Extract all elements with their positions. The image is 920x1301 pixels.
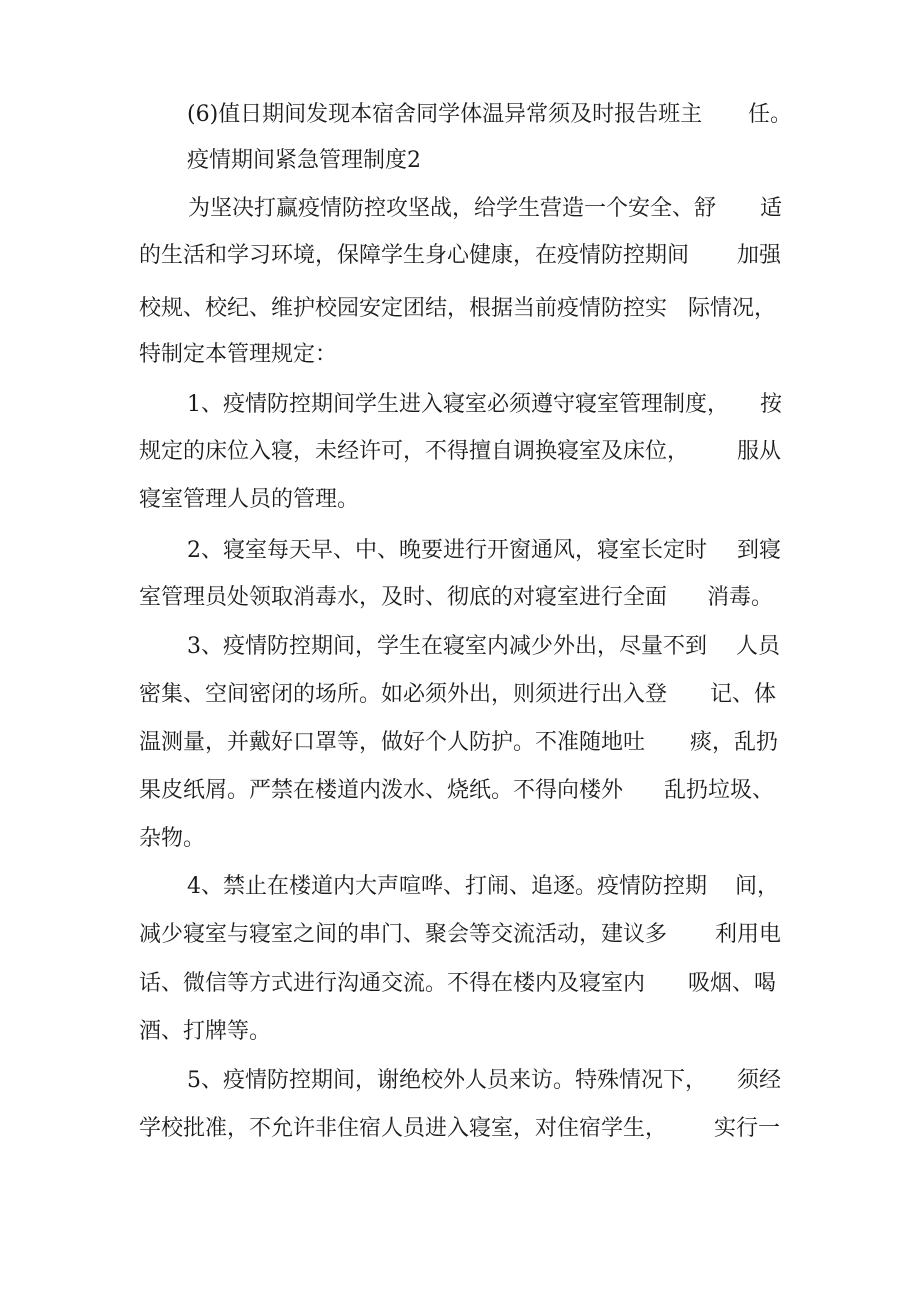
text-segment: 话、微信等方式进行沟通交流。不得在楼内及寝室内 xyxy=(139,971,646,996)
text-segment: 寝室管理人员的管理。 xyxy=(139,487,360,512)
text-segment: (6)值日期间发现本宿舍同学体温异常须及时报告班主 xyxy=(187,102,703,127)
text-segment: 须经 xyxy=(737,1068,782,1093)
paragraph-line xyxy=(0,480,920,520)
text-segment: 适 xyxy=(760,196,783,221)
text-segment: 4、禁止在楼道内大声喧哗、打闹、追逐。疫情防控期 xyxy=(187,874,707,899)
paragraph-line xyxy=(0,531,920,571)
paragraph-line xyxy=(0,723,920,763)
text-segment: 疫情期间紧急管理制度2 xyxy=(187,148,421,173)
paragraph-line xyxy=(0,1012,920,1052)
text-segment: 酒、打牌等。 xyxy=(139,1019,272,1044)
paragraph-line xyxy=(0,95,920,135)
text-segment: 实行一 xyxy=(714,1116,781,1141)
text-segment: 2、寝室每天早、中、晚要进行开窗通风，寝室长定时 xyxy=(187,538,707,563)
paragraph-line xyxy=(0,675,920,715)
text-segment: 记、体 xyxy=(710,682,777,707)
text-segment: 间， xyxy=(735,874,780,899)
text-segment: 为坚决打赢疫情防控攻坚战，给学生营造一个安全、舒 xyxy=(188,196,717,221)
paragraph-line xyxy=(0,189,920,229)
text-segment: 按 xyxy=(760,392,783,417)
text-segment: 到寝 xyxy=(737,538,782,563)
text-segment: 利用电 xyxy=(715,922,782,947)
text-segment: 痰，乱扔 xyxy=(690,730,779,755)
text-segment: 消毒。 xyxy=(707,585,774,610)
paragraph-line xyxy=(0,627,920,667)
paragraph-line xyxy=(0,335,920,375)
section-heading xyxy=(0,141,920,181)
text-segment: 减少寝室与寝室之间的串门、聚会等交流活动，建议多 xyxy=(139,922,668,947)
text-segment: 果皮纸屑。严禁在楼道内泼水、烧纸。不得向楼外 xyxy=(139,778,624,803)
text-segment: 加强 xyxy=(737,243,782,268)
text-segment: 乱扔垃圾、 xyxy=(664,778,775,803)
paragraph-line xyxy=(0,578,920,618)
paragraph-line xyxy=(0,1109,920,1149)
text-segment: 1、疫情防控期间学生进入寝室必须遵守寝室管理制度， xyxy=(187,392,729,417)
paragraph-line xyxy=(0,432,920,472)
text-segment: 3、疫情防控期间，学生在寝室内减少外出，尽量不到 xyxy=(187,634,707,659)
paragraph-line xyxy=(0,289,920,329)
text-segment: 温测量，并戴好口罩等，做好个人防护。不准随地吐 xyxy=(139,730,646,755)
text-segment: 规定的床位入寝，未经许可，不得擅自调换寝室及床位， xyxy=(139,439,690,464)
text-segment: 任。 xyxy=(748,102,793,127)
paragraph-line xyxy=(0,819,920,859)
text-segment: 服从 xyxy=(737,439,782,464)
text-segment: 人员 xyxy=(736,634,781,659)
paragraph-line xyxy=(0,771,920,811)
text-segment: 杂物。 xyxy=(139,826,206,851)
text-segment: 密集、空间密闭的场所。如必须外出，则须进行出入登 xyxy=(139,682,668,707)
text-segment: 5、疫情防控期间，谢绝校外人员来访。特殊情况下， xyxy=(187,1068,707,1093)
text-segment: 的生活和学习环境，保障学生身心健康，在疫情防控期间 xyxy=(139,243,690,268)
paragraph-line xyxy=(0,867,920,907)
paragraph-line xyxy=(0,1061,920,1101)
text-segment: 吸烟、喝 xyxy=(688,971,777,996)
paragraph-line xyxy=(0,236,920,276)
text-segment: 校规、校纪、维护校园安定团结，根据当前疫情防控实 xyxy=(139,296,668,321)
paragraph-line xyxy=(0,385,920,425)
text-segment: 室管理员处领取消毒水，及时、彻底的对寝室进行全面 xyxy=(139,585,668,610)
text-segment: 学校批准，不允许非住宿人员进入寝室，对住宿学生， xyxy=(139,1116,668,1141)
paragraph-line xyxy=(0,964,920,1004)
text-segment: 特制定本管理规定： xyxy=(139,342,338,367)
paragraph-line xyxy=(0,915,920,955)
text-segment: 际情况， xyxy=(688,296,777,321)
